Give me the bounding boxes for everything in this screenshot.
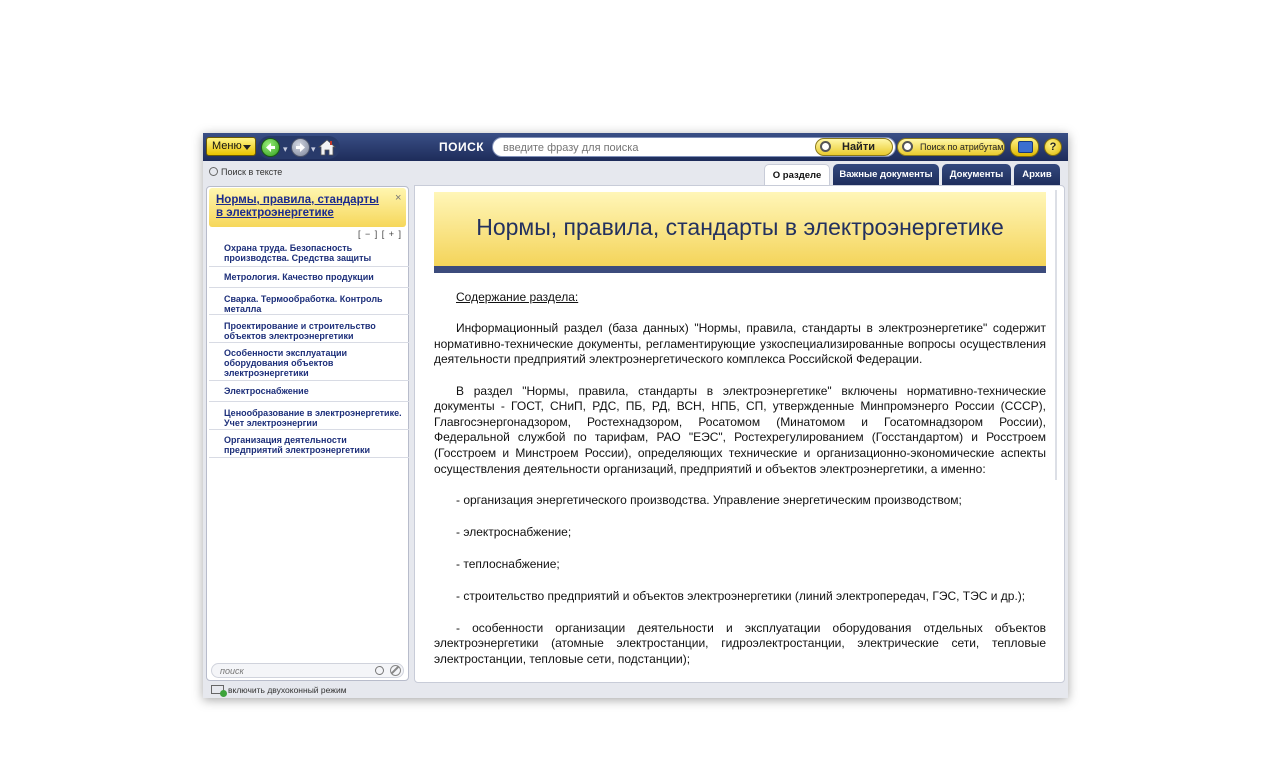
forward-button[interactable]: [291, 138, 310, 157]
list-item: - особенности организации деятельности и эксплуатации оборудования отдельных объектов электроэнергетики (атомные электростанции, гидроэлектростанции, электрические сети, тепловые электростанции, тепловые сети, подстанции);: [434, 620, 1046, 666]
search-icon: [902, 141, 913, 152]
list-item: - электроснабжение;: [456, 524, 572, 539]
tab-about[interactable]: О разделе: [764, 164, 830, 185]
clear-icon[interactable]: [390, 665, 401, 676]
search-icon[interactable]: [375, 666, 384, 675]
arrow-left-icon: [262, 139, 279, 156]
find-button[interactable]: [815, 138, 893, 156]
list-item[interactable]: Ценообразование в электроэнергетике. Учет электроэнергии: [209, 402, 409, 430]
left-search-box: [211, 663, 404, 678]
search-label: ПОИСК: [439, 140, 485, 154]
expand-all-button[interactable]: [ + ]: [381, 229, 403, 239]
tab-documents[interactable]: Документы: [942, 164, 1011, 185]
dual-mode-label: включить двухоконный режим: [228, 685, 347, 695]
search-icon: [820, 141, 831, 152]
back-button[interactable]: [261, 138, 280, 157]
tab-archive[interactable]: Архив: [1014, 164, 1060, 185]
search-icon: [209, 167, 218, 176]
article-body: [434, 290, 1046, 683]
section-list: [209, 240, 409, 458]
text-search-link[interactable]: [209, 167, 282, 177]
home-button[interactable]: [318, 139, 336, 156]
tree-controls: [358, 229, 402, 239]
list-item: - строительство предприятий и объектов электроэнергетики (линий электропередач, ГЭС, ТЭС и др.);: [456, 588, 1026, 603]
list-item[interactable]: Проектирование и строительство объектов электроэнергетики: [209, 315, 409, 343]
menu-label: Меню: [212, 140, 242, 152]
paragraph: В раздел "Нормы, правила, стандарты в электроэнергетике" включены нормативно-технические документы - ГОСТ, СНиП, РДС, ПБ, РД, ВСН, НПБ, СП, утвержденные Минпромэнерго России (СССР), Главгосэнергонадзором, Ростехнадзором, Росатомом (Минатомом и Госатомнадзором России), Федеральной службой по тарифам, РАО "ЕЭС", Ростехрегулированием (Госстандартом) и Росстроем (Госстроем и Минстроем России), определяющих технические и организационно-экономические аспекты осуществления деятельности организаций, предприятий и объектов электроэнергетики, а именно:: [434, 383, 1046, 476]
dual-mode-toggle[interactable]: [211, 685, 347, 695]
arrow-right-icon: [292, 139, 309, 156]
dropdown-icon[interactable]: ▾: [311, 144, 316, 154]
banner-divider: [434, 266, 1046, 273]
find-label: Найти: [842, 141, 875, 153]
list-item[interactable]: Охрана труда. Безопасность производства. Средства защиты: [209, 240, 409, 267]
attribute-search-label: Поиск по атрибутам: [920, 142, 1004, 152]
tab-important-docs[interactable]: Важные документы: [833, 164, 939, 185]
search-input[interactable]: [503, 140, 803, 155]
book-icon: [1018, 141, 1033, 153]
list-item[interactable]: Организация деятельности предприятий электроэнергетики: [209, 430, 409, 458]
close-icon[interactable]: ×: [395, 192, 402, 204]
left-panel: [206, 186, 409, 681]
scrollbar[interactable]: [1055, 190, 1057, 480]
bookshelf-button[interactable]: [1010, 137, 1039, 157]
menu-button[interactable]: [206, 137, 256, 156]
list-item: - организация энергетического производства. Управление энергетическим производством;: [456, 492, 962, 507]
dropdown-icon[interactable]: ▾: [283, 144, 288, 154]
toolbar: [203, 133, 1068, 161]
paragraph: Информационный раздел (база данных) "Нормы, правила, стандарты в электроэнергетике" содержит нормативно-технические документы, регламентирующие узкоспециализированные вопросы осуществления деятельности предприятий электроэнергетического комплекса Российской Федерации.: [434, 321, 1046, 367]
left-search-input[interactable]: [220, 665, 360, 677]
navigation-group: [258, 136, 340, 159]
app-window: [203, 133, 1068, 698]
list-item[interactable]: Особенности эксплуатации оборудования объектов электроэнергетики: [209, 343, 409, 381]
content-pane: [414, 185, 1065, 683]
dual-window-icon: [211, 685, 224, 694]
content-heading: Содержание раздела:: [456, 290, 579, 304]
section-title-link[interactable]: Нормы, правила, стандарты в электроэнергетике: [216, 194, 379, 219]
caret-down-icon: [243, 145, 251, 150]
banner-title: Нормы, правила, стандарты в электроэнергетике: [476, 214, 1004, 240]
text-search-label: Поиск в тексте: [221, 167, 283, 177]
list-item: - теплоснабжение;: [456, 556, 560, 571]
section-banner: [434, 192, 1046, 266]
help-button[interactable]: ?: [1044, 138, 1062, 156]
collapse-all-button[interactable]: [ − ]: [358, 229, 379, 239]
list-item[interactable]: Сварка. Термообработка. Контроль металла: [209, 288, 409, 315]
attribute-search-button[interactable]: [897, 138, 1005, 156]
left-panel-header: [209, 188, 406, 227]
home-icon: [318, 139, 336, 156]
list-item[interactable]: Метрология. Качество продукции: [209, 267, 409, 288]
list-item[interactable]: Электроснабжение: [209, 381, 409, 402]
